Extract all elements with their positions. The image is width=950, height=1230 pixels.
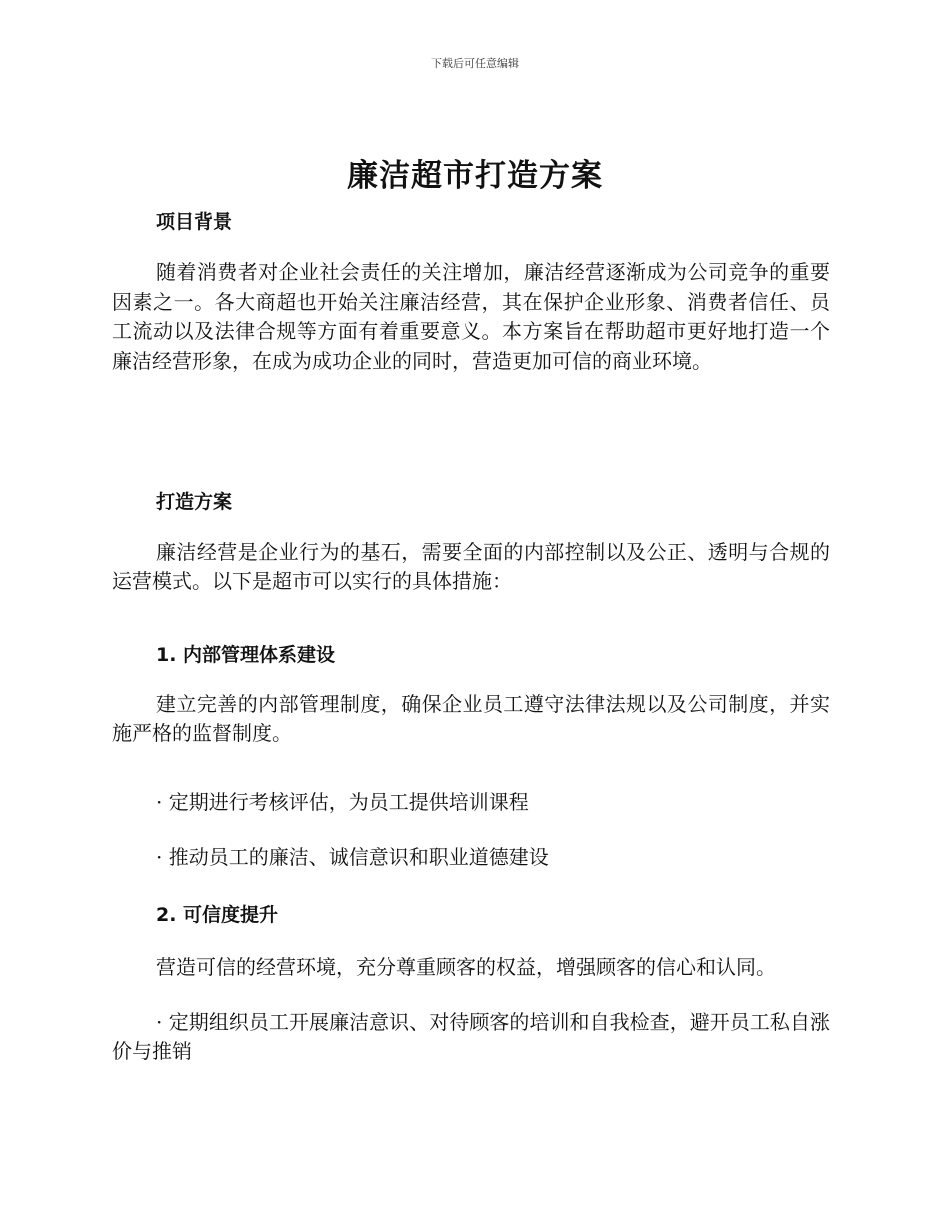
- paragraph-background: 随着消费者对企业社会责任的关注增加，廉洁经营逐渐成为公司竞争的重要因素之一。各大商超也开始关注廉洁经营，其在保护企业形象、消费者信任、员工流动以及法律合规等方面有着重要意义。本方案旨在帮助超市更好地打造一个廉洁经营形象，在成为成功企业的同时，营造更加可信的商业环境。: [112, 260, 830, 373]
- bullet-item: · 定期进行考核评估，为员工提供培训课程: [156, 790, 529, 814]
- paragraph-credibility: 营造可信的经营环境，充分尊重顾客的权益，增强顾客的信心和认同。: [156, 955, 776, 979]
- paragraph-plan: 廉洁经营是企业行为的基石，需要全面的内部控制以及公正、透明与合规的运营模式。以下是超市可以实行的具体措施：: [112, 540, 830, 593]
- paragraph-internal-management: 建立完善的内部管理制度，确保企业员工遵守法律法规以及公司制度，并实施严格的监督制度。: [112, 692, 830, 745]
- document-title: 廉洁超市打造方案: [347, 158, 603, 194]
- bullet-item: · 推动员工的廉洁、诚信意识和职业道德建设: [156, 845, 549, 869]
- header-note: 下载后可任意编辑: [431, 57, 519, 70]
- subheading-internal-management: 1. 内部管理体系建设: [156, 644, 336, 666]
- section-heading-background: 项目背景: [156, 211, 233, 233]
- bullet-item: · 定期组织员工开展廉洁意识、对待顾客的培训和自我检查，避开员工私自涨价与推销: [112, 1010, 830, 1063]
- section-heading-plan: 打造方案: [156, 491, 233, 513]
- subheading-credibility: 2. 可信度提升: [156, 904, 279, 926]
